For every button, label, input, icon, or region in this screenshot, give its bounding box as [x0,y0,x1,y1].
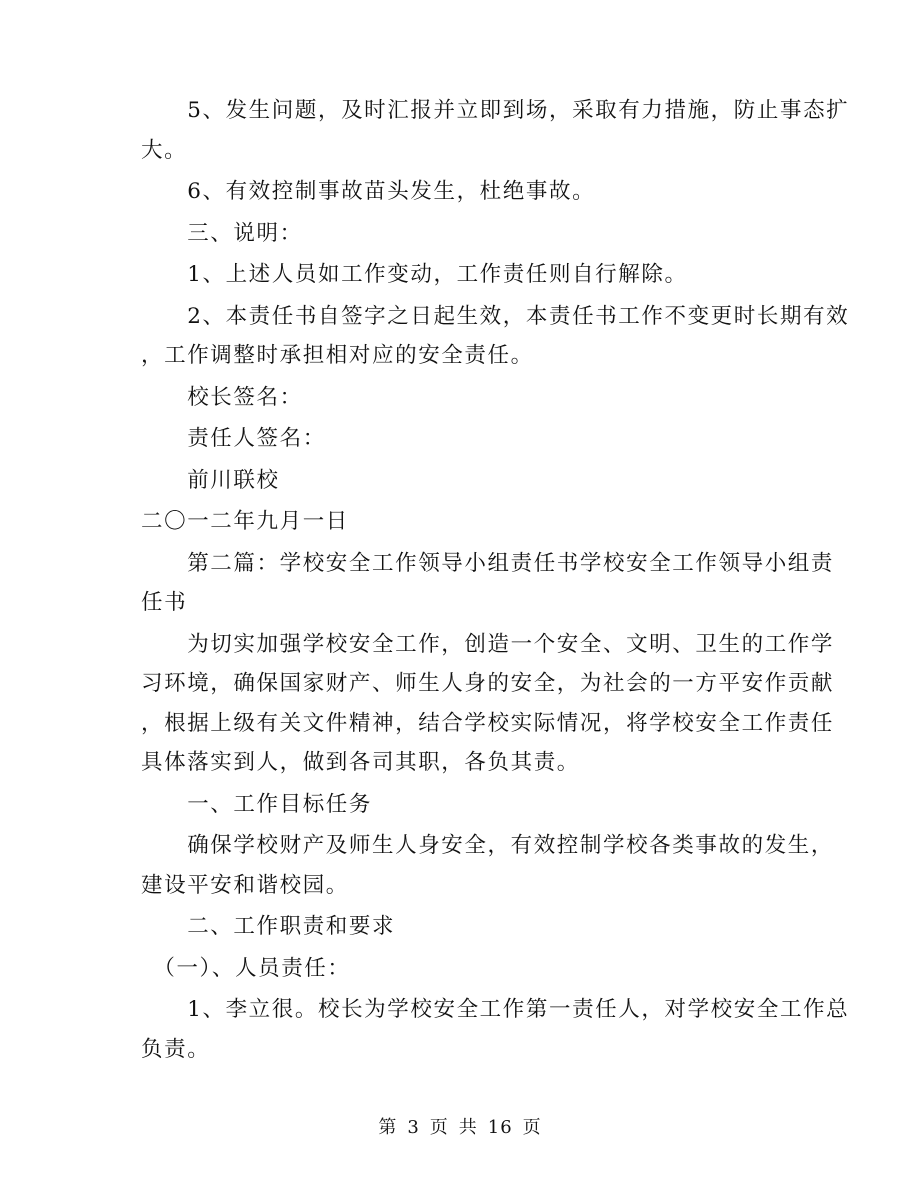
signature-responsible: 责任人签名： [141,426,326,451]
school-name: 前川联校 [141,467,280,493]
page-prefix: 第 [378,1117,398,1138]
paragraph-line: ，根据上级有关文件精神，结合学校实际情况，将学校安全工作责任 [141,710,835,736]
paragraph-line: 负责。 [141,1036,211,1062]
total-pages: 16 [487,1117,513,1138]
paragraph-line: 习环境，确保国家财产、师生人身的安全，为社会的一方平安作贡献 [141,671,835,696]
paragraph-line: 大。 [141,137,188,163]
paragraph-line: ，工作调整时承担相对应的安全责任。 [141,343,534,368]
paragraph-line: 确保学校财产及师生人身安全，有效控制学校各类事故的发生， [141,833,835,858]
paragraph-line: 5、发生问题，及时汇报并立即到场，采取有力措施，防止事态扩 [141,98,850,123]
section-heading: 一、工作目标任务 [141,791,373,817]
paragraph-line: 具体落实到人，做到各司其职，各负其责。 [141,750,580,775]
page-number: 3 [407,1117,420,1138]
section-heading: 二、工作职责和要求 [141,914,396,939]
paragraph-line: 1、上述人员如工作变动，工作责任则自行解除。 [141,262,688,287]
subsection-heading: （一）、人员责任： [141,955,351,981]
chapter-title: 第二篇：学校安全工作领导小组责任书学校安全工作领导小组责 [141,550,835,576]
total-unit: 页 [522,1117,542,1138]
signature-principal: 校长签名： [141,384,303,410]
paragraph-line: 2、本责任书自签字之日起生效，本责任书工作不变更时长期有效 [141,303,850,329]
paragraph-line: 为切实加强学校安全工作，创造一个安全、文明、卫生的工作学 [141,631,835,657]
section-heading: 三、说明： [141,220,303,246]
document-body [141,98,850,1062]
chapter-title: 任书 [141,590,188,615]
document-date: 二〇一二年九月一日 [141,509,349,534]
page-unit: 页 [429,1117,449,1138]
paragraph-line: 1、李立很。校长为学校安全工作第一责任人，对学校安全工作总 [141,997,850,1022]
paragraph-line: 建设平安和谐校园。 [141,872,349,898]
paragraph-line: 6、有效控制事故苗头发生，杜绝事故。 [141,179,596,204]
total-prefix: 共 [458,1117,478,1138]
page-footer [0,1113,920,1139]
